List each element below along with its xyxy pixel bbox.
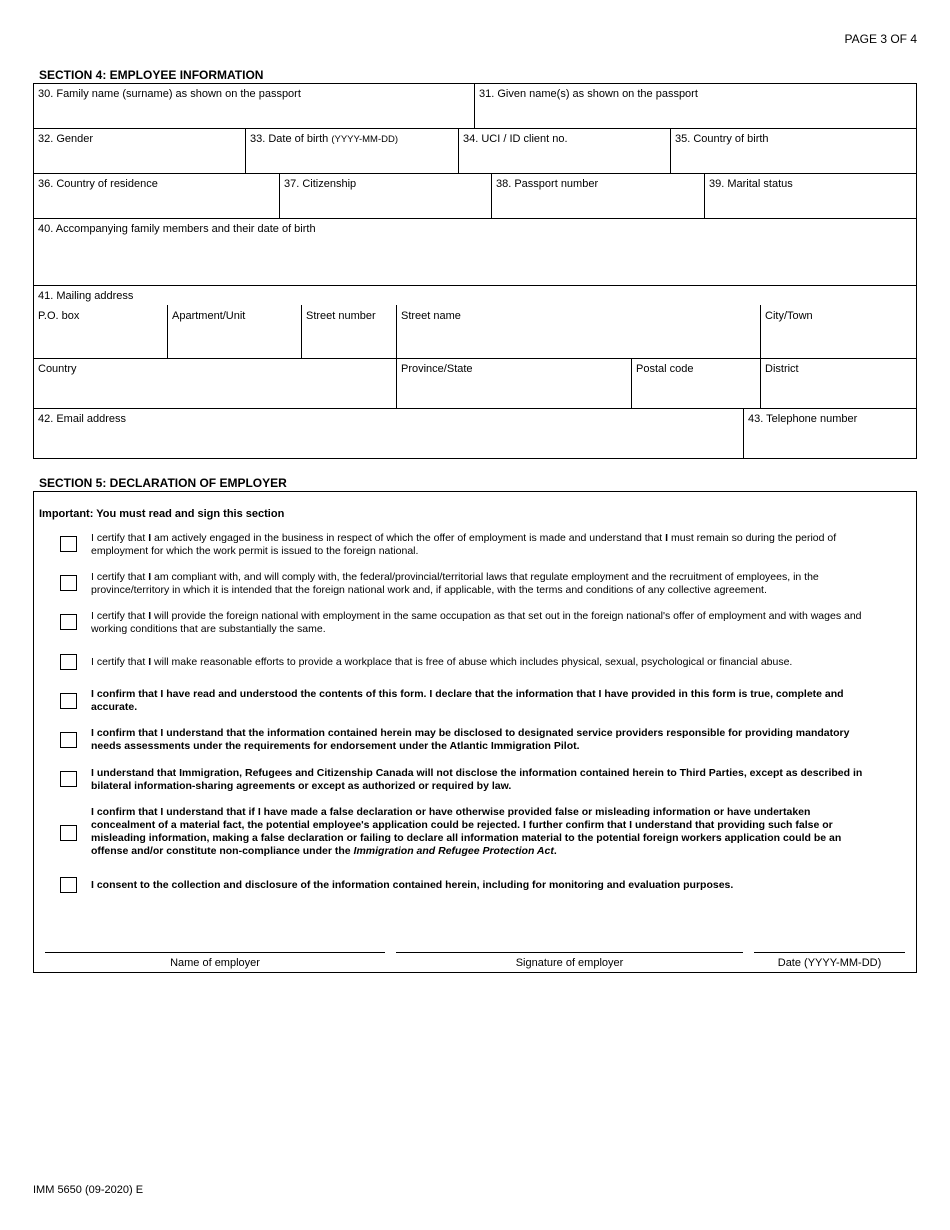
- citizenship-field[interactable]: [279, 173, 491, 218]
- given-names-label: 31. Given name(s) as shown on the passport: [479, 88, 698, 100]
- family-members-label: 40. Accompanying family members and their date of birth: [38, 223, 316, 235]
- postal-code-field[interactable]: [631, 358, 760, 408]
- uci-label: 34. UCI / ID client no.: [463, 133, 568, 145]
- declaration-text-3: I certify that I will provide the foreign national with employment in the same occupation as that set out in the foreign national's offer of employment and with wages and working conditions that are substantially the same.: [91, 610, 862, 635]
- street-name-label: Street name: [401, 310, 461, 322]
- employer-name-label: Name of employer: [170, 957, 260, 969]
- employer-signature-label: Signature of employer: [515, 957, 624, 969]
- city-label: City/Town: [765, 310, 813, 322]
- mailing-address-label: 41. Mailing address: [38, 290, 134, 302]
- section-5-title: SECTION 5: DECLARATION OF EMPLOYER: [39, 476, 287, 490]
- declaration-checkbox-1[interactable]: [60, 536, 77, 552]
- declaration-checkbox-9[interactable]: [60, 877, 77, 893]
- street-number-label: Street number: [306, 310, 376, 322]
- declaration-text-1: I certify that I am actively engaged in the business in respect of which the offer of employment is made and understand that I must remain so during the period of employment for which the work permit is issued to the foreign national.: [91, 532, 837, 557]
- declaration-text-7: I understand that Immigration, Refugees and Citizenship Canada will not disclose the information contained herein to Third Parties, except as described in bilateral information-sharing agreements or except as authorized or required by law.: [91, 767, 863, 792]
- signature-date-line[interactable]: [754, 952, 905, 953]
- section-4-title: SECTION 4: EMPLOYEE INFORMATION: [39, 68, 264, 82]
- province-label: Province/State: [401, 363, 473, 375]
- declaration-text-8: I confirm that I understand that if I have made a false declaration or have otherwise provided false or misleading information or have undertaken concealment of a material fact, the potential employee's application could be rejected. I further confirm that I understand that providing such false or misleading information, making a false declaration or failing to declare all information material to the potential foreign workers application could be an offense and/or constitute non-compliance under the Immigration and Refugee Protection Act.: [91, 806, 842, 857]
- declaration-checkbox-2[interactable]: [60, 575, 77, 591]
- apartment-label: Apartment/Unit: [172, 310, 246, 322]
- declaration-text-9: I consent to the collection and disclosure of the information contained herein, including for monitoring and evaluation purposes.: [91, 879, 734, 891]
- declaration-text-6: I confirm that I understand that the information contained herein may be disclosed to designated service providers responsible for providing mandatory needs assessments under the requirements for endorsement under the Atlantic Immigration Pilot.: [91, 727, 850, 752]
- passport-number-label: 38. Passport number: [496, 178, 599, 190]
- declaration-text-4: I certify that I will make reasonable efforts to provide a workplace that is free of abuse which includes physical, sexual, psychological or financial abuse.: [91, 656, 793, 668]
- country-label: Country: [38, 363, 77, 375]
- telephone-label: 43. Telephone number: [748, 413, 858, 425]
- country-of-birth-label: 35. Country of birth: [675, 133, 769, 145]
- mailing-address-heading: [33, 285, 333, 305]
- citizenship-label: 37. Citizenship: [284, 178, 357, 190]
- country-of-birth-field[interactable]: [670, 128, 917, 173]
- declaration-checkbox-6[interactable]: [60, 732, 77, 748]
- street-number-field[interactable]: [301, 305, 396, 358]
- important-notice: Important: You must read and sign this section: [39, 508, 285, 520]
- marital-status-label: 39. Marital status: [709, 178, 793, 190]
- uci-field[interactable]: [458, 128, 670, 173]
- declaration-text-2: I certify that I am compliant with, and will comply with, the federal/provincial/territorial laws that regulate employment and the recruitment of employees, in the province/territory in which it is intended that the foreign national work and, if applicable, with the terms and conditions of any collective agreement.: [91, 571, 819, 596]
- declaration-checkbox-4[interactable]: [60, 654, 77, 670]
- po-box-field[interactable]: [33, 305, 167, 358]
- district-field[interactable]: [760, 358, 917, 408]
- district-label: District: [765, 363, 799, 375]
- declaration-checkbox-7[interactable]: [60, 771, 77, 787]
- dob-label: 33. Date of birth: [250, 133, 329, 145]
- page-number: PAGE 3 OF 4: [844, 32, 917, 46]
- given-names-field[interactable]: [474, 83, 917, 128]
- declaration-checkbox-8[interactable]: [60, 825, 77, 841]
- country-field[interactable]: [33, 358, 396, 408]
- family-name-label: 30. Family name (surname) as shown on the passport: [38, 88, 301, 100]
- declaration-checkbox-5[interactable]: [60, 693, 77, 709]
- country-of-residence-field[interactable]: [33, 173, 279, 218]
- dob-field[interactable]: [245, 128, 458, 173]
- employer-signature-line[interactable]: [396, 952, 743, 953]
- apartment-field[interactable]: [167, 305, 301, 358]
- email-label: 42. Email address: [38, 413, 127, 425]
- passport-number-field[interactable]: [491, 173, 704, 218]
- declaration-text-5: I confirm that I have read and understood the contents of this form. I declare that the information that I have provided in this form is true, complete and accurate.: [91, 688, 844, 713]
- street-name-field[interactable]: [396, 305, 760, 358]
- postal-code-label: Postal code: [636, 363, 694, 375]
- employer-name-line[interactable]: [45, 952, 385, 953]
- city-field[interactable]: [760, 305, 917, 358]
- email-field[interactable]: [33, 408, 743, 459]
- form-footer: IMM 5650 (09-2020) E: [33, 1184, 144, 1196]
- telephone-field[interactable]: [743, 408, 917, 459]
- declaration-checkbox-3[interactable]: [60, 614, 77, 630]
- gender-field[interactable]: [33, 128, 245, 173]
- country-of-residence-label: 36. Country of residence: [38, 178, 158, 190]
- marital-status-field[interactable]: [704, 173, 917, 218]
- signature-date-label: Date (YYYY-MM-DD): [777, 957, 882, 969]
- gender-label: 32. Gender: [38, 133, 94, 145]
- po-box-label: P.O. box: [38, 310, 80, 322]
- dob-format: (YYYY-MM-DD): [331, 134, 399, 145]
- family-members-field[interactable]: [33, 218, 917, 285]
- family-name-field[interactable]: [33, 83, 474, 128]
- province-field[interactable]: [396, 358, 631, 408]
